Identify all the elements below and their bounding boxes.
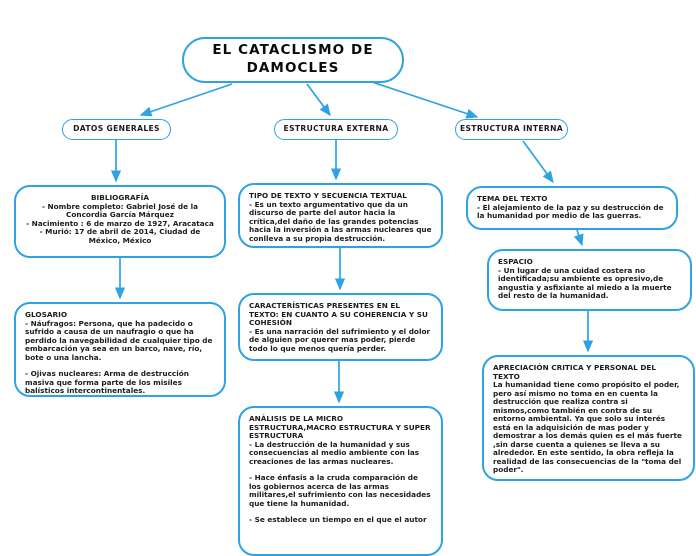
node-datos-generales[interactable] (62, 119, 171, 140)
node-body: - Murió: 17 de abril de 2014, Ciudad de México, México (39, 227, 201, 245)
node-body: - La destrucción de la humanidad y sus consecuencias al medio ambiente con las creaciones de las armas nucleares. (249, 439, 420, 466)
node-body: - Es una narración del sufrimiento y el dolor de alguien por querer mas poder, pierde todo lo que menos quería perder. (249, 326, 431, 353)
node-estructura-interna[interactable] (455, 119, 568, 140)
node-caracteristicas[interactable] (238, 293, 443, 361)
node-espacio[interactable] (487, 249, 692, 311)
node-body: - El alejamiento de la paz y su destrucción de la humanidad por medio de las guerras. (477, 202, 664, 221)
branch-label: ESTRUCTURA INTERNA (459, 124, 564, 134)
branch-label: ESTRUCTURA EXTERNA (283, 124, 389, 134)
node-analisis-estructura[interactable] (238, 406, 443, 556)
node-title: APRECIACIÓN CRITICA Y PERSONAL DEL TEXTO (493, 363, 657, 381)
node-body: - Es un texto argumentativo que da un discurso de parte del autor hacia la crítica,del daño de las grandes potencias hacia la inversión a las armas nucleares que conlleva a su propia destrucción. (249, 199, 432, 243)
node-title: TEMA DEL TEXTO (477, 194, 548, 203)
node-bibliografia[interactable] (14, 185, 226, 258)
node-tema-del-texto[interactable] (466, 186, 678, 230)
node-title-root[interactable] (182, 37, 404, 83)
node-body: La humanidad tiene como propósito el poder, pero así mismo no toma en en cuenta la destrucción que realiza contra si mismos,como también en contra de su entorno ambiental. Ya que solo su interés está en la adquisición de mas poder y demostrar a los demás quien es el más fuerte ,sin darse cuenta a quienes se lleva a su alrededor. En este sentido, la obra refleja la realidad de las consecuencias de la "toma del poder". (493, 380, 682, 475)
node-title: ESPACIO (498, 257, 533, 266)
connector-interna-to-tema (523, 141, 553, 182)
node-body: - Hace énfasis a la cruda comparación de los gobiernos acerca de las armas militares,el sufrimiento con las necesidades que tiene la humanidad. (249, 473, 431, 508)
node-title: ANÁLISIS DE LA MICRO ESTRUCTURA,MACRO ESTRUCTURA Y SUPER ESTRUCTURA (249, 414, 431, 441)
node-title: TIPO DE TEXTO Y SECUENCIA TEXTUAL (249, 191, 407, 200)
connector-title-to-externa (307, 84, 330, 115)
node-body: - Un lugar de una cuidad costera no identificada;su ambiente es opresivo,de angustia y asfixiante al miedo a la muerte del resto de la humanidad. (498, 265, 672, 301)
branch-label: DATOS GENERALES (73, 124, 160, 134)
node-title: GLOSARIO (25, 310, 68, 319)
node-title: CARACTERÍSTICAS PRESENTES EN EL TEXTO: EN CUANTO A SU COHERENCIA Y SU COHESIÓN (249, 301, 428, 328)
node-apreciacion-critica[interactable] (482, 355, 695, 481)
node-body: - Náufragos: Persona, que ha padecido o sufrido a causa de un naufragio o que ha perdido la navegabilidad de cualquier tipo de embarcación ya sea en un barco, nave, río, bote o una lancha. (25, 318, 213, 362)
node-body: - Nacimiento : 6 de marzo de 1927, Aracataca (26, 218, 214, 228)
connector-title-to-interna (366, 80, 477, 117)
connector-title-to-datos (141, 84, 232, 115)
root-title-line1: EL CATACLISMO DE (212, 42, 374, 59)
node-glosario[interactable] (14, 302, 226, 397)
node-body: - Nombre completo: Gabriel José de la Concordia García Márquez (41, 201, 199, 220)
node-tipo-de-texto[interactable] (238, 183, 443, 248)
node-body: - Ojivas nucleares: Arma de destrucción masiva que forma parte de los misiles balísticos intercontinentales. (25, 369, 189, 396)
node-body: - Se establece un tiempo en el que el autor (249, 515, 427, 525)
root-title-line2: DAMOCLES (246, 60, 340, 76)
node-estructura-externa[interactable] (274, 119, 398, 140)
node-title: BIBLIOGRAFÍA (90, 193, 149, 202)
